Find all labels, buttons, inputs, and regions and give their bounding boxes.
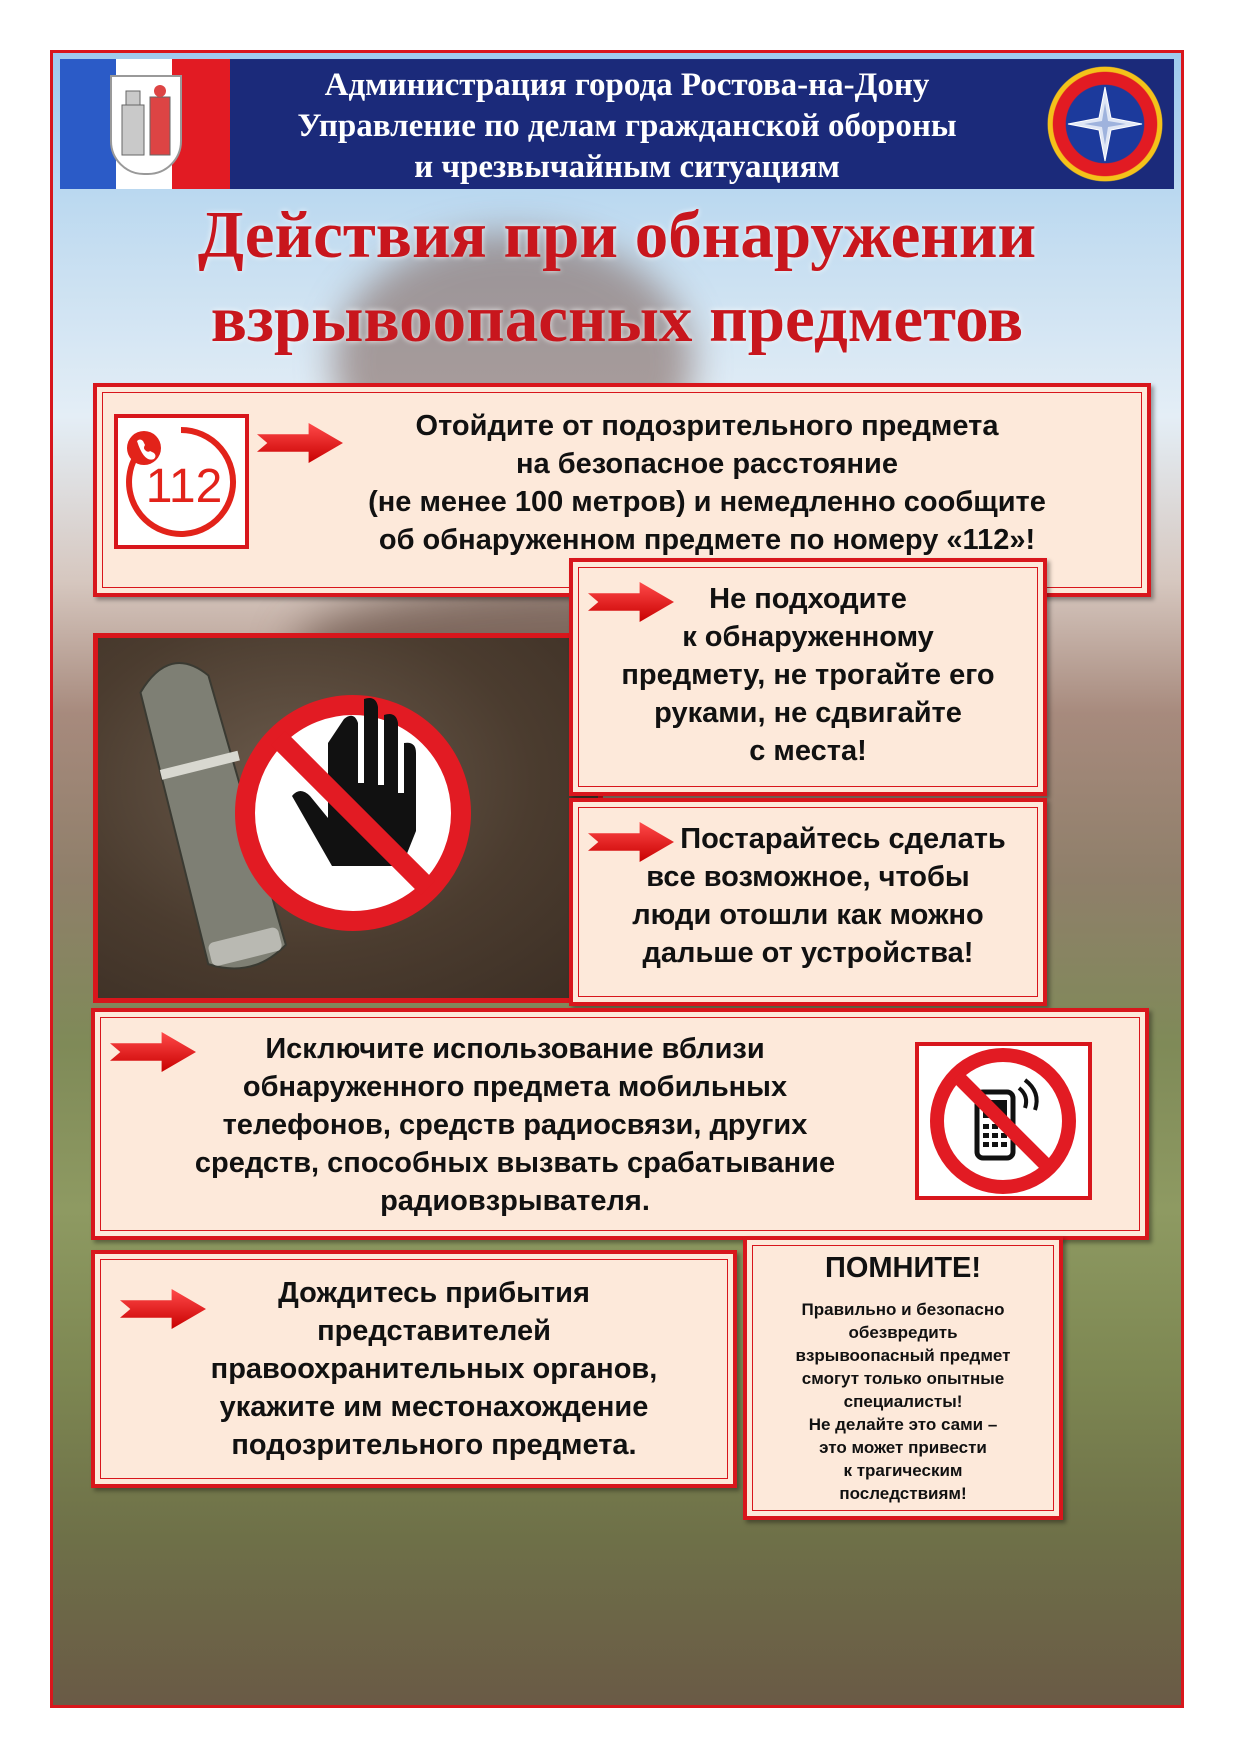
text-line: об обнаруженном предмете по номеру «112»! (378, 524, 1036, 556)
text-line: обезвредить (848, 1323, 958, 1342)
phone-112-icon (118, 418, 245, 545)
text-line: укажите им местонахождение (219, 1391, 649, 1423)
emergency-number-label: 112 (145, 460, 223, 513)
text-line: смогут только опытные (801, 1369, 1005, 1388)
text-line: радиовзрывателя. (380, 1185, 650, 1217)
header-line-1: Администрация города Ростова-на-Дону (324, 67, 930, 103)
header-banner (60, 59, 1174, 189)
poster-frame (50, 50, 1184, 1708)
tower-icon (112, 77, 180, 173)
text-line: взрывоопасный предмет (795, 1346, 1011, 1365)
page-title (53, 193, 1181, 361)
step-evacuate-text (593, 820, 1023, 972)
text-line: представителей (317, 1315, 551, 1347)
phone-112-tile (114, 414, 249, 549)
step-no-phones (91, 1008, 1149, 1240)
remember-text (759, 1298, 1047, 1505)
step-no-phones-text (135, 1030, 895, 1220)
text-line: все возможное, чтобы (646, 861, 970, 893)
text-line: специалисты! (843, 1392, 963, 1411)
text-line: последствиям! (839, 1484, 967, 1503)
text-line: к обнаруженному (682, 621, 934, 653)
step-no-touch (569, 558, 1047, 796)
city-coat-of-arms-icon (110, 75, 182, 175)
city-flag (60, 59, 230, 189)
remember-box (743, 1236, 1063, 1520)
step-wait (91, 1250, 737, 1488)
text-line: на безопасное расстояние (516, 448, 898, 480)
header-text (230, 65, 1024, 188)
text-line: Исключите использование вблизи (265, 1033, 765, 1065)
text-line: руками, не сдвигайте (654, 697, 962, 729)
text-line: к трагическим (843, 1461, 963, 1480)
text-line: Не подходите (709, 583, 907, 615)
text-line: обнаруженного предмета мобильных (242, 1071, 788, 1103)
header-line-2: Управление по делам гражданской обороны (297, 108, 957, 144)
emergency-service-logo-icon (1044, 63, 1166, 185)
remember-title: ПОМНИТЕ! (824, 1252, 982, 1284)
no-mobile-phone-icon (919, 1046, 1088, 1196)
text-line: средств, способных вызвать срабатывание (194, 1147, 836, 1179)
text-line: (не менее 100 метров) и немедленно сообщите (368, 486, 1046, 518)
text-line: подозрительного предмета. (231, 1429, 637, 1461)
step-wait-text (175, 1274, 693, 1464)
title-line-1: Действия при обнаружении (197, 198, 1037, 272)
text-line: Правильно и безопасно (801, 1300, 1005, 1319)
text-line: люди отошли как можно (632, 899, 984, 931)
text-line: Постарайтесь сделать (680, 823, 1006, 855)
text-line: телефонов, средств радиосвязи, других (222, 1109, 808, 1141)
no-phone-tile (915, 1042, 1092, 1200)
text-line: Дождитесь прибытия (278, 1277, 590, 1309)
step-no-touch-text (593, 580, 1023, 770)
text-line: Не делайте это сами – (808, 1415, 998, 1434)
step-evacuate (569, 798, 1047, 1006)
text-line: с места! (749, 735, 867, 767)
text-line: Отойдите от подозрительного предмета (415, 410, 999, 442)
text-line: предмету, не трогайте его (621, 659, 995, 691)
header-line-3: и чрезвычайным ситуациям (414, 149, 840, 185)
title-line-2: взрывоопасных предметов (210, 282, 1024, 356)
text-line: правоохранительных органов, (210, 1353, 658, 1385)
step-call-text (287, 407, 1127, 559)
shell-prohibited-illustration (98, 638, 598, 998)
explosive-object-photo (93, 633, 603, 1003)
text-line: это может привести (819, 1438, 987, 1457)
text-line: дальше от устройства! (642, 937, 974, 969)
